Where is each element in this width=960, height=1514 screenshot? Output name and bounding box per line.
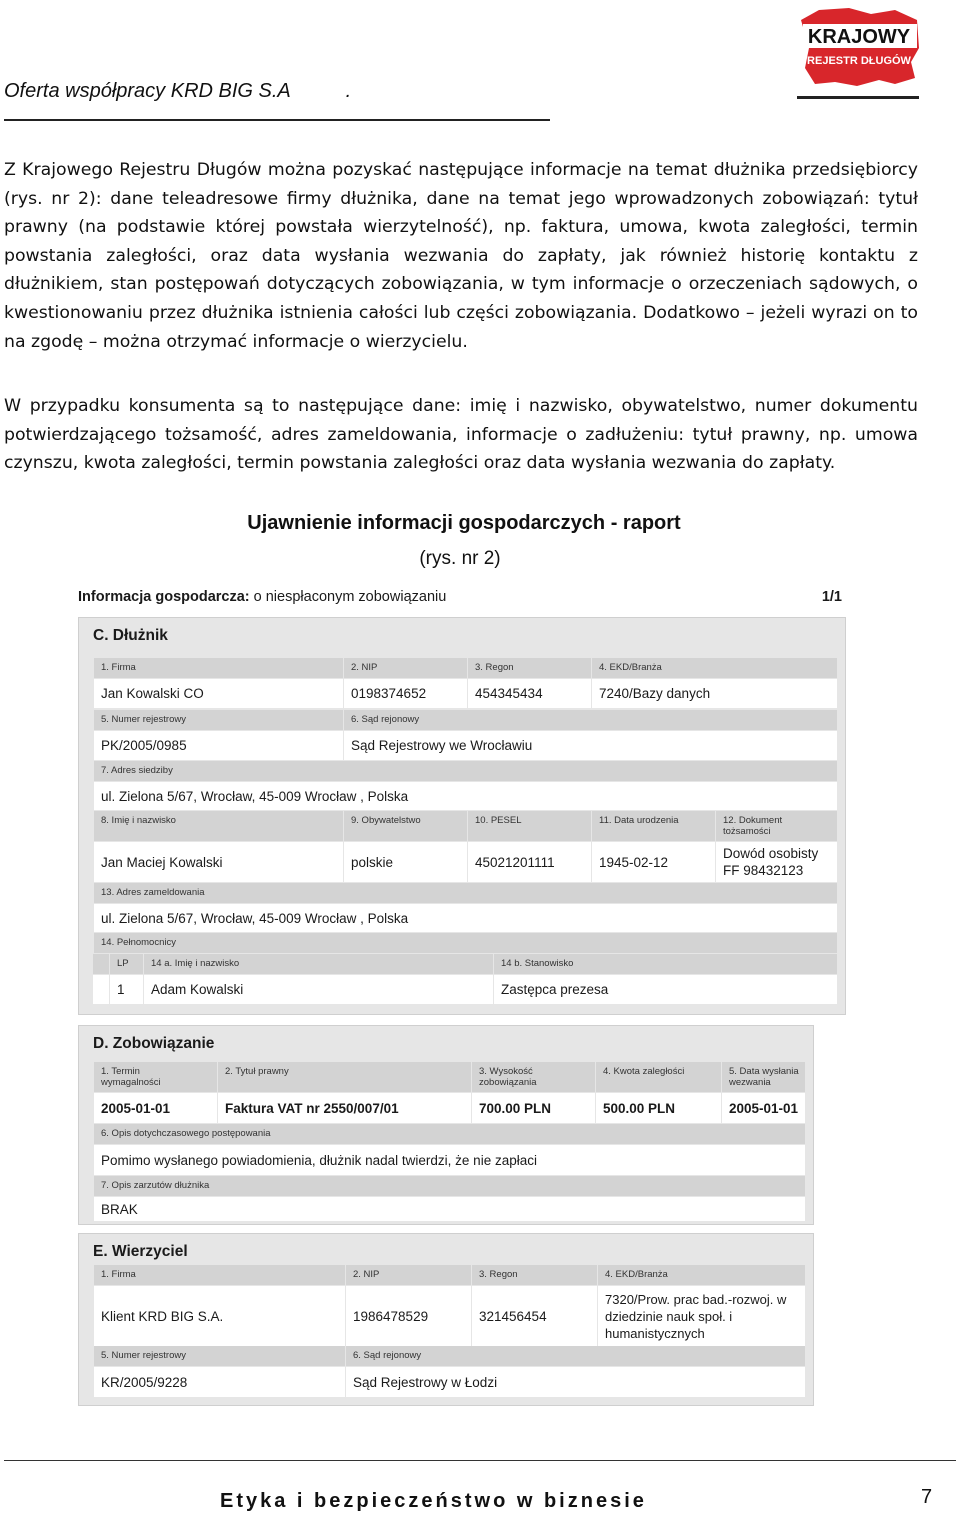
label-cell: 7. Adres siedziby: [93, 761, 837, 781]
label-cell: 4. Kwota zaległości: [595, 1062, 721, 1092]
value-row: [93, 842, 837, 882]
value-row: [93, 731, 837, 760]
label-cell: LP: [109, 954, 143, 974]
report-title: [78, 589, 446, 605]
value-cell: 2005-01-01: [93, 1093, 217, 1123]
value-cell: KR/2005/9228: [93, 1367, 345, 1397]
figure-caption: (rys. nr 2): [419, 548, 501, 569]
label-row: [93, 1124, 805, 1144]
value-cell: Adam Kowalski: [143, 975, 493, 1004]
value-cell: 1986478529: [345, 1286, 471, 1346]
label-cell: 4. EKD/Branża: [597, 1265, 805, 1285]
value-cell: 7320/Prow. prac bad.-rozwoj. w dziedzinie nauk społ. i humanistycznych: [597, 1286, 805, 1346]
value-cell: Jan Maciej Kowalski: [93, 842, 343, 882]
label-cell: 3. Regon: [467, 658, 591, 678]
label-cell: 5. Data wysłania wezwania: [721, 1062, 805, 1092]
label-row: [93, 933, 837, 953]
value-cell: Zastępca prezesa: [493, 975, 837, 1004]
value-row: [93, 1197, 805, 1221]
value-cell: 321456454: [471, 1286, 597, 1346]
header-title: Oferta współpracy KRD BIG S.A .: [4, 80, 352, 102]
label-cell: 5. Numer rejestrowy: [93, 1346, 345, 1366]
section-creditor: [78, 1233, 814, 1406]
report-title-rest: o niespłaconym zobowiązaniu: [249, 589, 447, 605]
value-cell: 1: [109, 975, 143, 1004]
label-row: [93, 811, 837, 841]
label-cell: 1. Firma: [93, 1265, 345, 1285]
section-title: [79, 618, 845, 652]
label-row: [93, 883, 837, 903]
label-cell: 2. Tytuł prawny: [217, 1062, 471, 1092]
label-cell: 2. NIP: [345, 1265, 471, 1285]
value-cell: Pomimo wysłanego powiadomienia, dłużnik nadal twierdzi, że nie zapłaci: [93, 1145, 805, 1175]
value-row: [93, 1367, 805, 1397]
value-cell: 454345434: [467, 679, 591, 708]
label-row: [93, 710, 837, 730]
label-cell: 4. EKD/Branża: [591, 658, 837, 678]
label-cell: 13. Adres zameldowania: [93, 883, 837, 903]
header-rule: [4, 119, 550, 121]
section-obligation-title: D. Zobowiązanie: [93, 1035, 215, 1052]
section-title: [79, 1026, 813, 1060]
logo-line1: KRAJOWY: [807, 26, 911, 48]
value-cell: 700.00 PLN: [471, 1093, 595, 1123]
section-obligation: [78, 1025, 814, 1225]
krd-logo: [795, 4, 921, 102]
value-cell: ul. Zielona 5/67, Wrocław, 45-009 Wrocław , Polska: [93, 904, 837, 932]
figure-title: Ujawnienie informacji gospodarczych - raport: [247, 512, 681, 534]
label-row: [93, 954, 837, 974]
label-cell: 14 a. Imię i nazwisko: [143, 954, 493, 974]
value-cell: 1945-02-12: [591, 842, 715, 882]
label-cell: 3. Regon: [471, 1265, 597, 1285]
label-cell: 1. Termin wymagalności: [93, 1062, 217, 1092]
label-cell: 7. Opis zarzutów dłużnika: [93, 1176, 805, 1196]
section-creditor-title: E. Wierzyciel: [93, 1243, 188, 1260]
value-row: [93, 1286, 805, 1346]
value-cell: PK/2005/0985: [93, 731, 343, 760]
value-row: [93, 1145, 805, 1175]
label-cell: 11. Data urodzenia: [591, 811, 715, 841]
label-row: [93, 761, 837, 781]
value-row: [93, 679, 837, 708]
value-cell: Jan Kowalski CO: [93, 679, 343, 708]
label-cell: 2. NIP: [343, 658, 467, 678]
value-cell: 0198374652: [343, 679, 467, 708]
page-number: 7: [921, 1486, 933, 1508]
label-cell: 6. Opis dotychczasowego postępowania: [93, 1124, 805, 1144]
value-cell: 500.00 PLN: [595, 1093, 721, 1123]
label-cell: 1. Firma: [93, 658, 343, 678]
value-cell: Sąd Rejestrowy we Wrocławiu: [343, 731, 837, 760]
label-cell: 3. Wysokość zobowiązania: [471, 1062, 595, 1092]
paragraph-debtor-consumer: W przypadku konsumenta są to następujące dane: imię i nazwisko, obywatelstwo, numer dokumentu potwierdzającego tożsamość, adres zameldowania, informacje o zadłużeniu: tytuł prawny, np. umowa czynszu, kwota zaległości, termin powstania zaległości oraz data wysłania wezwania do zapłaty.: [4, 396, 918, 474]
report-page: 1/1: [821, 589, 842, 605]
label-row: [93, 1062, 805, 1092]
section-title: [79, 1234, 813, 1268]
value-row: [93, 975, 837, 1004]
value-cell: polskie: [343, 842, 467, 882]
label-cell: 5. Numer rejestrowy: [93, 710, 343, 730]
value-cell: ul. Zielona 5/67, Wrocław, 45-009 Wrocław , Polska: [93, 782, 837, 810]
value-row: [93, 782, 837, 810]
label-cell: 14 b. Stanowisko: [493, 954, 837, 974]
value-cell: 45021201111: [467, 842, 591, 882]
value-cell: 2005-01-01: [721, 1093, 805, 1123]
value-cell: Dowód osobisty FF 98432123: [715, 842, 837, 882]
value-cell: Sąd Rejestrowy w Łodzi: [345, 1367, 805, 1397]
label-cell: 6. Sąd rejonowy: [343, 710, 837, 730]
label-row: [93, 658, 837, 678]
section-debtor: [78, 617, 846, 1015]
value-cell: 7240/Bazy danych: [591, 679, 837, 708]
report-title-bold: Informacja gospodarcza:: [78, 589, 250, 605]
value-row: [93, 1093, 805, 1123]
section-debtor-title: C. Dłużnik: [93, 627, 168, 644]
report-header: [78, 587, 842, 609]
label-cell: 6. Sąd rejonowy: [345, 1346, 805, 1366]
label-cell: 9. Obywatelstwo: [343, 811, 467, 841]
paragraph-debtor-business: Z Krajowego Rejestru Długów można pozyskać następujące informacje na temat dłużnika przedsiębiorcy (rys. nr 2): dane teleadresowe firmy dłużnika, dane na temat jego wprowadzonych zobowiązań: tytuł prawny (na podstawie której powstała wierzytelność), np. faktura, umowa, kwota zaległości, termin powstania zaległości, oraz data wysłania wezwania do zapłaty, jak również historię kontaktu z dłużnikiem, stan postępowań dotyczących zobowiązania, w tym informacje o orzeczeniach sądowych, o kwestionowaniu przez dłużnika istnienia całości lub części zobowiązania. Dodatkowo – jeżeli wyrazi on to na zgodę – można otrzymać informacje o wierzycielu.: [4, 160, 918, 352]
footer-rule: [4, 1460, 956, 1461]
value-row: [93, 904, 837, 932]
value-cell: Faktura VAT nr 2550/007/01: [217, 1093, 471, 1123]
logo-baseline: [797, 96, 919, 99]
label-cell: 10. PESEL: [467, 811, 591, 841]
footer-text: Etyka i bezpieczeństwo w biznesie: [220, 1490, 647, 1512]
value-cell: BRAK: [93, 1197, 805, 1221]
label-row: [93, 1265, 805, 1285]
label-cell: 12. Dokument tożsamości: [715, 811, 837, 841]
label-row: [93, 1346, 805, 1366]
value-cell: Klient KRD BIG S.A.: [93, 1286, 345, 1346]
logo-line2: REJESTR DŁUGÓW: [807, 55, 911, 67]
label-cell: 14. Pełnomocnicy: [93, 933, 837, 953]
label-cell: 8. Imię i nazwisko: [93, 811, 343, 841]
label-row: [93, 1176, 805, 1196]
